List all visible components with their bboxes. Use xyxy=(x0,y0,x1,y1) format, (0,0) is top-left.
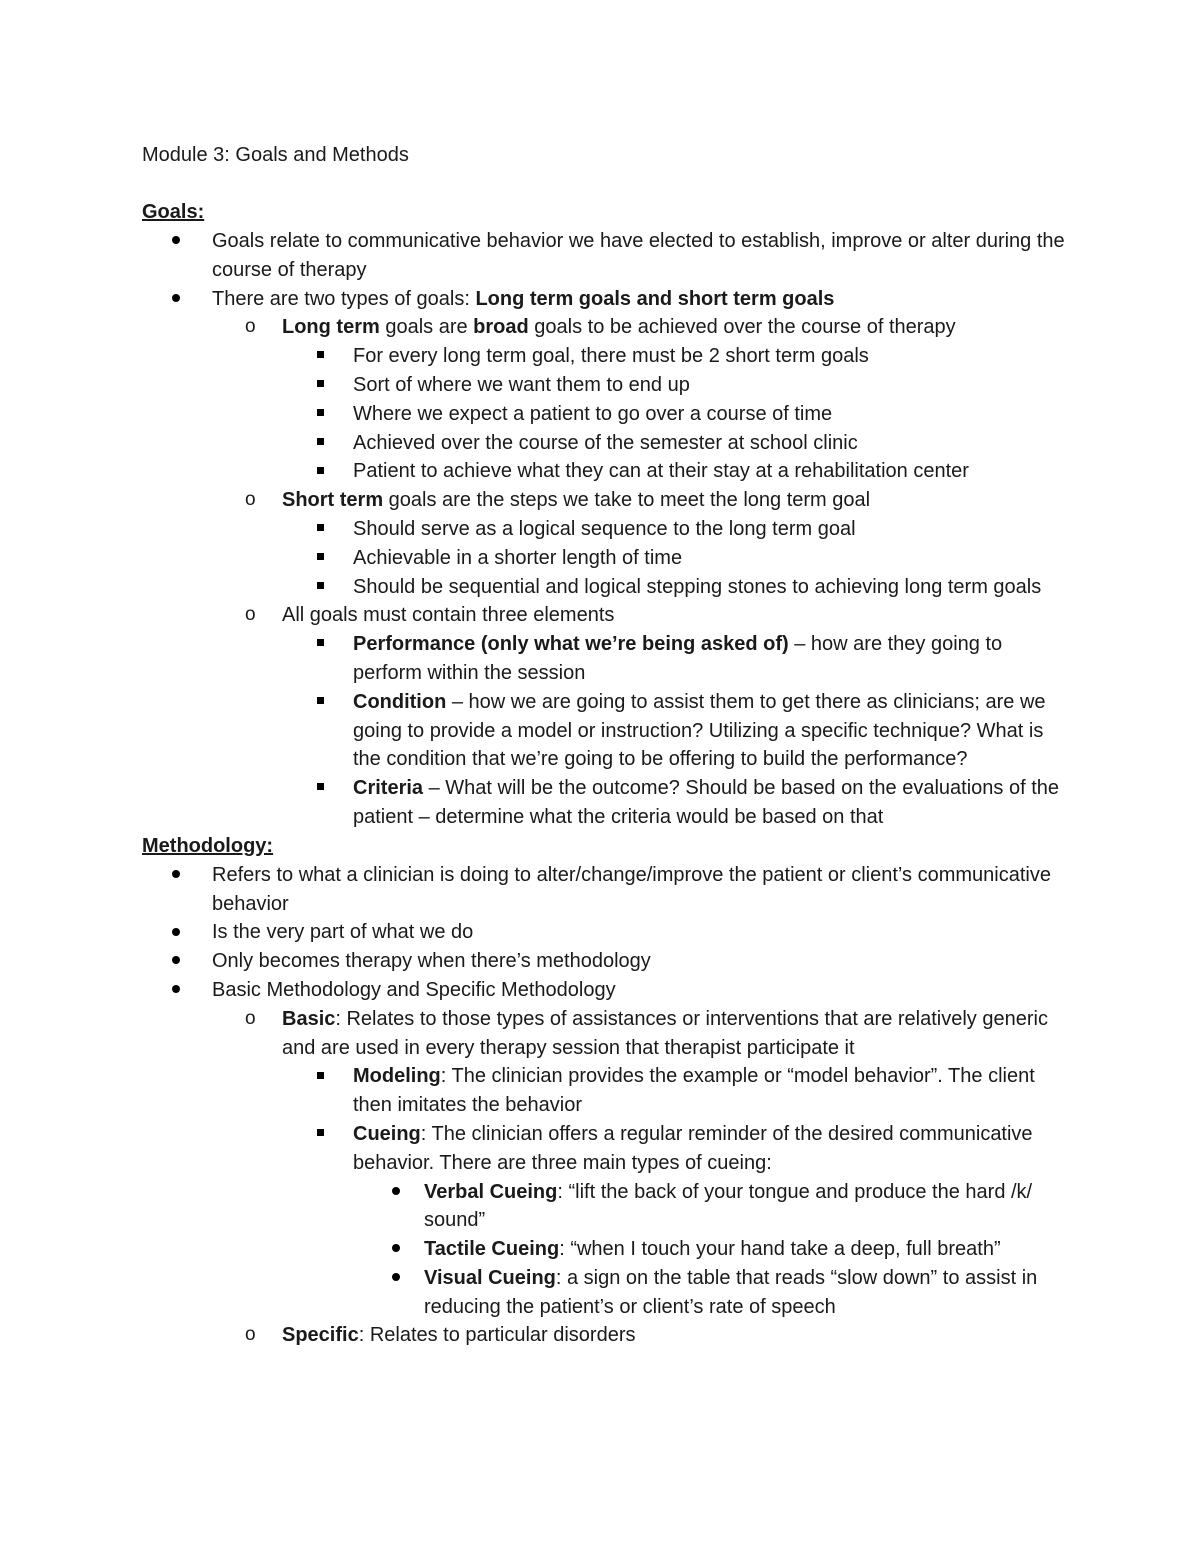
document-title: Module 3: Goals and Methods xyxy=(142,144,409,166)
circle-bullet-icon: o xyxy=(245,316,256,338)
list-item: o Long term goals are broad goals to be achieved over the course of therapy xyxy=(142,313,1072,342)
square-bullet-icon xyxy=(317,515,324,544)
list-item: o All goals must contain three elements xyxy=(142,601,1072,630)
bullet-icon xyxy=(392,1264,400,1293)
list-item: o Short term goals are the steps we take to meet the long term goal xyxy=(142,486,1072,515)
list-item: Criteria – What will be the outcome? Should be based on the evaluations of the patient – determine what the criteria would be based on that xyxy=(142,774,1072,832)
bullet-icon xyxy=(172,976,180,1005)
list-item: o Specific: Relates to particular disorders xyxy=(142,1321,1072,1350)
square-bullet-icon xyxy=(317,400,324,429)
methodology-list xyxy=(142,861,1072,1351)
bullet-icon xyxy=(172,918,180,947)
list-item: Basic Methodology and Specific Methodology xyxy=(142,976,1072,1005)
list-item: Sort of where we want them to end up xyxy=(142,371,1072,400)
square-bullet-icon xyxy=(317,688,324,717)
square-bullet-icon xyxy=(317,371,324,400)
list-item: Only becomes therapy when there’s methodology xyxy=(142,947,1072,976)
bullet-icon xyxy=(392,1235,400,1264)
square-bullet-icon xyxy=(317,342,324,371)
list-item: Cueing: The clinician offers a regular reminder of the desired communicative behavior. There are three main types of cueing: xyxy=(142,1120,1072,1178)
square-bullet-icon xyxy=(317,1120,324,1149)
list-item: Goals relate to communicative behavior we have elected to establish, improve or alter during the course of therapy xyxy=(142,227,1072,285)
list-item: Patient to achieve what they can at their stay at a rehabilitation center xyxy=(142,457,1072,486)
square-bullet-icon xyxy=(317,630,324,659)
list-item: Achieved over the course of the semester at school clinic xyxy=(142,429,1072,458)
list-item: Tactile Cueing: “when I touch your hand take a deep, full breath” xyxy=(142,1235,1072,1264)
bullet-icon xyxy=(172,227,180,256)
square-bullet-icon xyxy=(317,774,324,803)
list-item: There are two types of goals: Long term goals and short term goals xyxy=(142,285,1072,314)
list-item: For every long term goal, there must be 2 short term goals xyxy=(142,342,1072,371)
bullet-icon xyxy=(172,947,180,976)
goals-heading: Goals: xyxy=(142,201,205,223)
goals-list xyxy=(142,227,1072,832)
list-item: Is the very part of what we do xyxy=(142,918,1072,947)
document-body xyxy=(142,141,1072,1350)
list-item: Should serve as a logical sequence to the long term goal xyxy=(142,515,1072,544)
circle-bullet-icon: o xyxy=(245,1007,256,1029)
list-item: Verbal Cueing: “lift the back of your tongue and produce the hard /k/ sound” xyxy=(142,1178,1072,1236)
bullet-icon xyxy=(392,1178,400,1207)
list-item: Modeling: The clinician provides the example or “model behavior”. The client then imitates the behavior xyxy=(142,1062,1072,1120)
square-bullet-icon xyxy=(317,573,324,602)
list-item: Performance (only what we’re being asked of) – how are they going to perform within the session xyxy=(142,630,1072,688)
methodology-heading: Methodology: xyxy=(142,834,274,857)
square-bullet-icon xyxy=(317,1062,324,1091)
circle-bullet-icon: o xyxy=(245,489,256,511)
list-item: Achievable in a shorter length of time xyxy=(142,544,1072,573)
square-bullet-icon xyxy=(317,544,324,573)
circle-bullet-icon: o xyxy=(245,604,256,626)
square-bullet-icon xyxy=(317,429,324,458)
list-item: o Basic: Relates to those types of assistances or interventions that are relatively generic and are used in every therapy session that therapist participate it xyxy=(142,1005,1072,1063)
list-item: Should be sequential and logical stepping stones to achieving long term goals xyxy=(142,573,1072,602)
list-item: Refers to what a clinician is doing to alter/change/improve the patient or client’s communicative behavior xyxy=(142,861,1072,919)
bullet-icon xyxy=(172,285,180,314)
bullet-icon xyxy=(172,861,180,890)
list-item: Visual Cueing: a sign on the table that reads “slow down” to assist in reducing the patient’s or client’s rate of speech xyxy=(142,1264,1072,1322)
square-bullet-icon xyxy=(317,457,324,486)
circle-bullet-icon: o xyxy=(245,1324,256,1346)
list-item: Condition – how we are going to assist them to get there as clinicians; are we going to provide a model or instruction? Utilizing a specific technique? What is the condition that we’re going to be offering to build the performance? xyxy=(142,688,1072,774)
list-item: Where we expect a patient to go over a course of time xyxy=(142,400,1072,429)
